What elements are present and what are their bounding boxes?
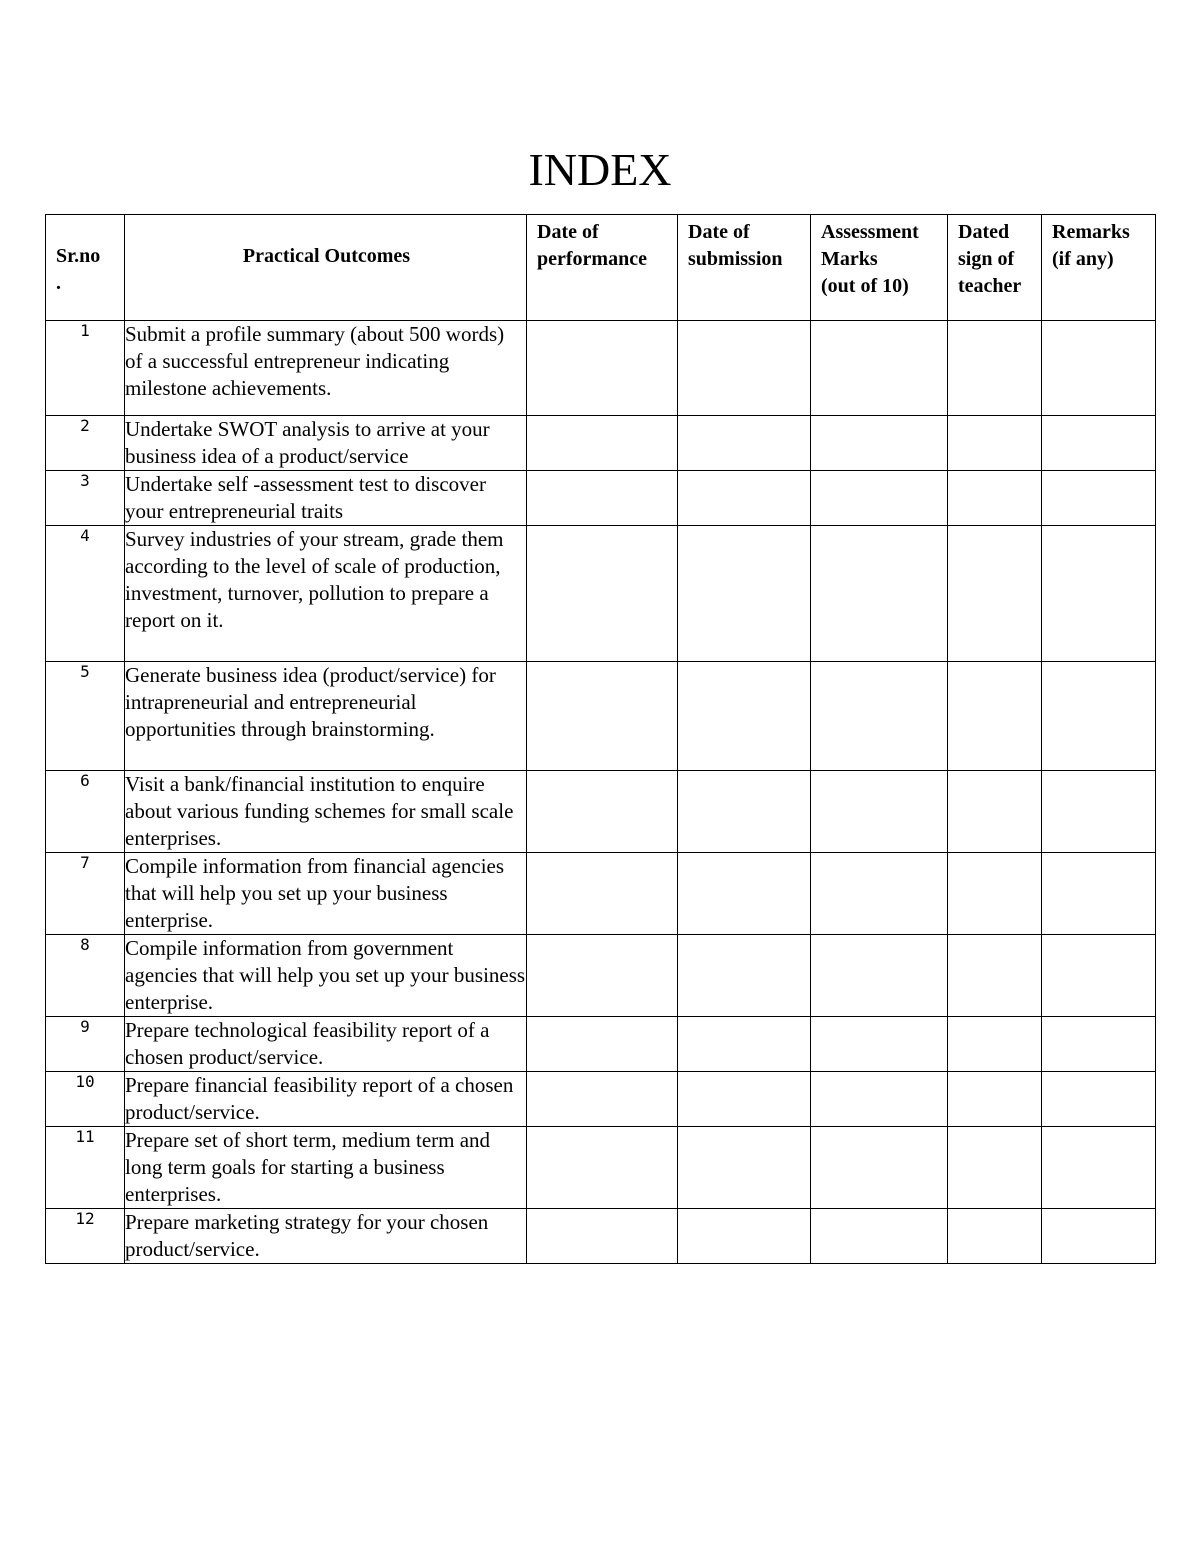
row-number: 9 bbox=[46, 1017, 125, 1072]
remarks-cell bbox=[1042, 526, 1156, 662]
row-number: 2 bbox=[46, 416, 125, 471]
row-number: 5 bbox=[46, 662, 125, 771]
date-of-submission-cell bbox=[678, 526, 811, 662]
practical-outcome-text: Prepare marketing strategy for your chosen product/service. bbox=[125, 1209, 527, 1264]
table-row bbox=[46, 1072, 1156, 1127]
date-of-performance-cell bbox=[527, 935, 678, 1017]
header-date-of-performance: Date of performance bbox=[527, 215, 678, 321]
practical-outcome-text: Prepare financial feasibility report of a chosen product/service. bbox=[125, 1072, 527, 1127]
page-title: INDEX bbox=[528, 144, 672, 195]
date-of-performance-cell bbox=[527, 1017, 678, 1072]
date-of-performance-cell bbox=[527, 1209, 678, 1264]
dated-sign-cell bbox=[948, 1209, 1042, 1264]
row-number: 4 bbox=[46, 526, 125, 662]
remarks-cell bbox=[1042, 321, 1156, 416]
assessment-marks-cell bbox=[811, 1209, 948, 1264]
dated-sign-cell bbox=[948, 771, 1042, 853]
date-of-submission-cell bbox=[678, 853, 811, 935]
practical-outcome-text: Survey industries of your stream, grade them according to the level of scale of production, investment, turnover, pollution to prepare a report on it. bbox=[125, 526, 527, 662]
table-row bbox=[46, 416, 1156, 471]
practical-outcome-text: Submit a profile summary (about 500 words) of a successful entrepreneur indicating milestone achievements. bbox=[125, 321, 527, 416]
dated-sign-cell bbox=[948, 935, 1042, 1017]
remarks-cell bbox=[1042, 853, 1156, 935]
assessment-marks-cell bbox=[811, 1127, 948, 1209]
header-dated-sign: Dated sign of teacher bbox=[948, 215, 1042, 321]
header-practical-outcomes: Practical Outcomes bbox=[125, 215, 527, 321]
date-of-submission-cell bbox=[678, 471, 811, 526]
remarks-cell bbox=[1042, 935, 1156, 1017]
date-of-submission-cell bbox=[678, 1209, 811, 1264]
table-row bbox=[46, 1127, 1156, 1209]
header-date-of-submission: Date of submission bbox=[678, 215, 811, 321]
practical-outcome-text: Visit a bank/financial institution to enquire about various funding schemes for small scale enterprises. bbox=[125, 771, 527, 853]
table-row bbox=[46, 1209, 1156, 1264]
table-row bbox=[46, 471, 1156, 526]
assessment-marks-cell bbox=[811, 1017, 948, 1072]
remarks-cell bbox=[1042, 662, 1156, 771]
remarks-cell bbox=[1042, 471, 1156, 526]
remarks-cell bbox=[1042, 771, 1156, 853]
row-number: 7 bbox=[46, 853, 125, 935]
dated-sign-cell bbox=[948, 416, 1042, 471]
index-table bbox=[45, 214, 1156, 1264]
row-number: 11 bbox=[46, 1127, 125, 1209]
practical-outcome-text: Prepare technological feasibility report of a chosen product/service. bbox=[125, 1017, 527, 1072]
assessment-marks-cell bbox=[811, 935, 948, 1017]
dated-sign-cell bbox=[948, 471, 1042, 526]
dated-sign-cell bbox=[948, 662, 1042, 771]
dated-sign-cell bbox=[948, 1017, 1042, 1072]
row-number: 6 bbox=[46, 771, 125, 853]
row-number: 8 bbox=[46, 935, 125, 1017]
date-of-performance-cell bbox=[527, 771, 678, 853]
date-of-submission-cell bbox=[678, 1127, 811, 1209]
assessment-marks-cell bbox=[811, 853, 948, 935]
practical-outcome-text: Generate business idea (product/service) for intrapreneurial and entrepreneurial opportunities through brainstorming. bbox=[125, 662, 527, 771]
row-number: 10 bbox=[46, 1072, 125, 1127]
remarks-cell bbox=[1042, 1017, 1156, 1072]
header-row bbox=[46, 215, 1156, 321]
table-row bbox=[46, 935, 1156, 1017]
date-of-submission-cell bbox=[678, 1072, 811, 1127]
date-of-submission-cell bbox=[678, 771, 811, 853]
table-row bbox=[46, 662, 1156, 771]
remarks-cell bbox=[1042, 1209, 1156, 1264]
remarks-cell bbox=[1042, 416, 1156, 471]
assessment-marks-cell bbox=[811, 526, 948, 662]
dated-sign-cell bbox=[948, 1127, 1042, 1209]
date-of-performance-cell bbox=[527, 1127, 678, 1209]
header-assessment-marks: Assessment Marks (out of 10) bbox=[811, 215, 948, 321]
row-number: 3 bbox=[46, 471, 125, 526]
row-number: 12 bbox=[46, 1209, 125, 1264]
assessment-marks-cell bbox=[811, 771, 948, 853]
table-row bbox=[46, 321, 1156, 416]
header-srno: Sr.no . bbox=[46, 215, 125, 321]
practical-outcome-text: Undertake SWOT analysis to arrive at your business idea of a product/service bbox=[125, 416, 527, 471]
dated-sign-cell bbox=[948, 1072, 1042, 1127]
date-of-performance-cell bbox=[527, 416, 678, 471]
table-row bbox=[46, 1017, 1156, 1072]
remarks-cell bbox=[1042, 1127, 1156, 1209]
dated-sign-cell bbox=[948, 853, 1042, 935]
date-of-submission-cell bbox=[678, 321, 811, 416]
assessment-marks-cell bbox=[811, 321, 948, 416]
assessment-marks-cell bbox=[811, 662, 948, 771]
practical-outcome-text: Prepare set of short term, medium term and long term goals for starting a business enterprises. bbox=[125, 1127, 527, 1209]
row-number: 1 bbox=[46, 321, 125, 416]
remarks-cell bbox=[1042, 1072, 1156, 1127]
date-of-performance-cell bbox=[527, 1072, 678, 1127]
date-of-submission-cell bbox=[678, 662, 811, 771]
assessment-marks-cell bbox=[811, 1072, 948, 1127]
date-of-submission-cell bbox=[678, 1017, 811, 1072]
date-of-submission-cell bbox=[678, 935, 811, 1017]
table-row bbox=[46, 853, 1156, 935]
date-of-performance-cell bbox=[527, 662, 678, 771]
assessment-marks-cell bbox=[811, 416, 948, 471]
practical-outcome-text: Compile information from financial agencies that will help you set up your business enterprise. bbox=[125, 853, 527, 935]
assessment-marks-cell bbox=[811, 471, 948, 526]
date-of-performance-cell bbox=[527, 853, 678, 935]
dated-sign-cell bbox=[948, 526, 1042, 662]
practical-outcome-text: Undertake self -assessment test to discover your entrepreneurial traits bbox=[125, 471, 527, 526]
table-row bbox=[46, 771, 1156, 853]
date-of-performance-cell bbox=[527, 321, 678, 416]
date-of-performance-cell bbox=[527, 471, 678, 526]
date-of-submission-cell bbox=[678, 416, 811, 471]
table-body bbox=[46, 321, 1156, 1264]
practical-outcome-text: Compile information from government agencies that will help you set up your business enterprise. bbox=[125, 935, 527, 1017]
header-remarks: Remarks (if any) bbox=[1042, 215, 1156, 321]
table-row bbox=[46, 526, 1156, 662]
date-of-performance-cell bbox=[527, 526, 678, 662]
dated-sign-cell bbox=[948, 321, 1042, 416]
